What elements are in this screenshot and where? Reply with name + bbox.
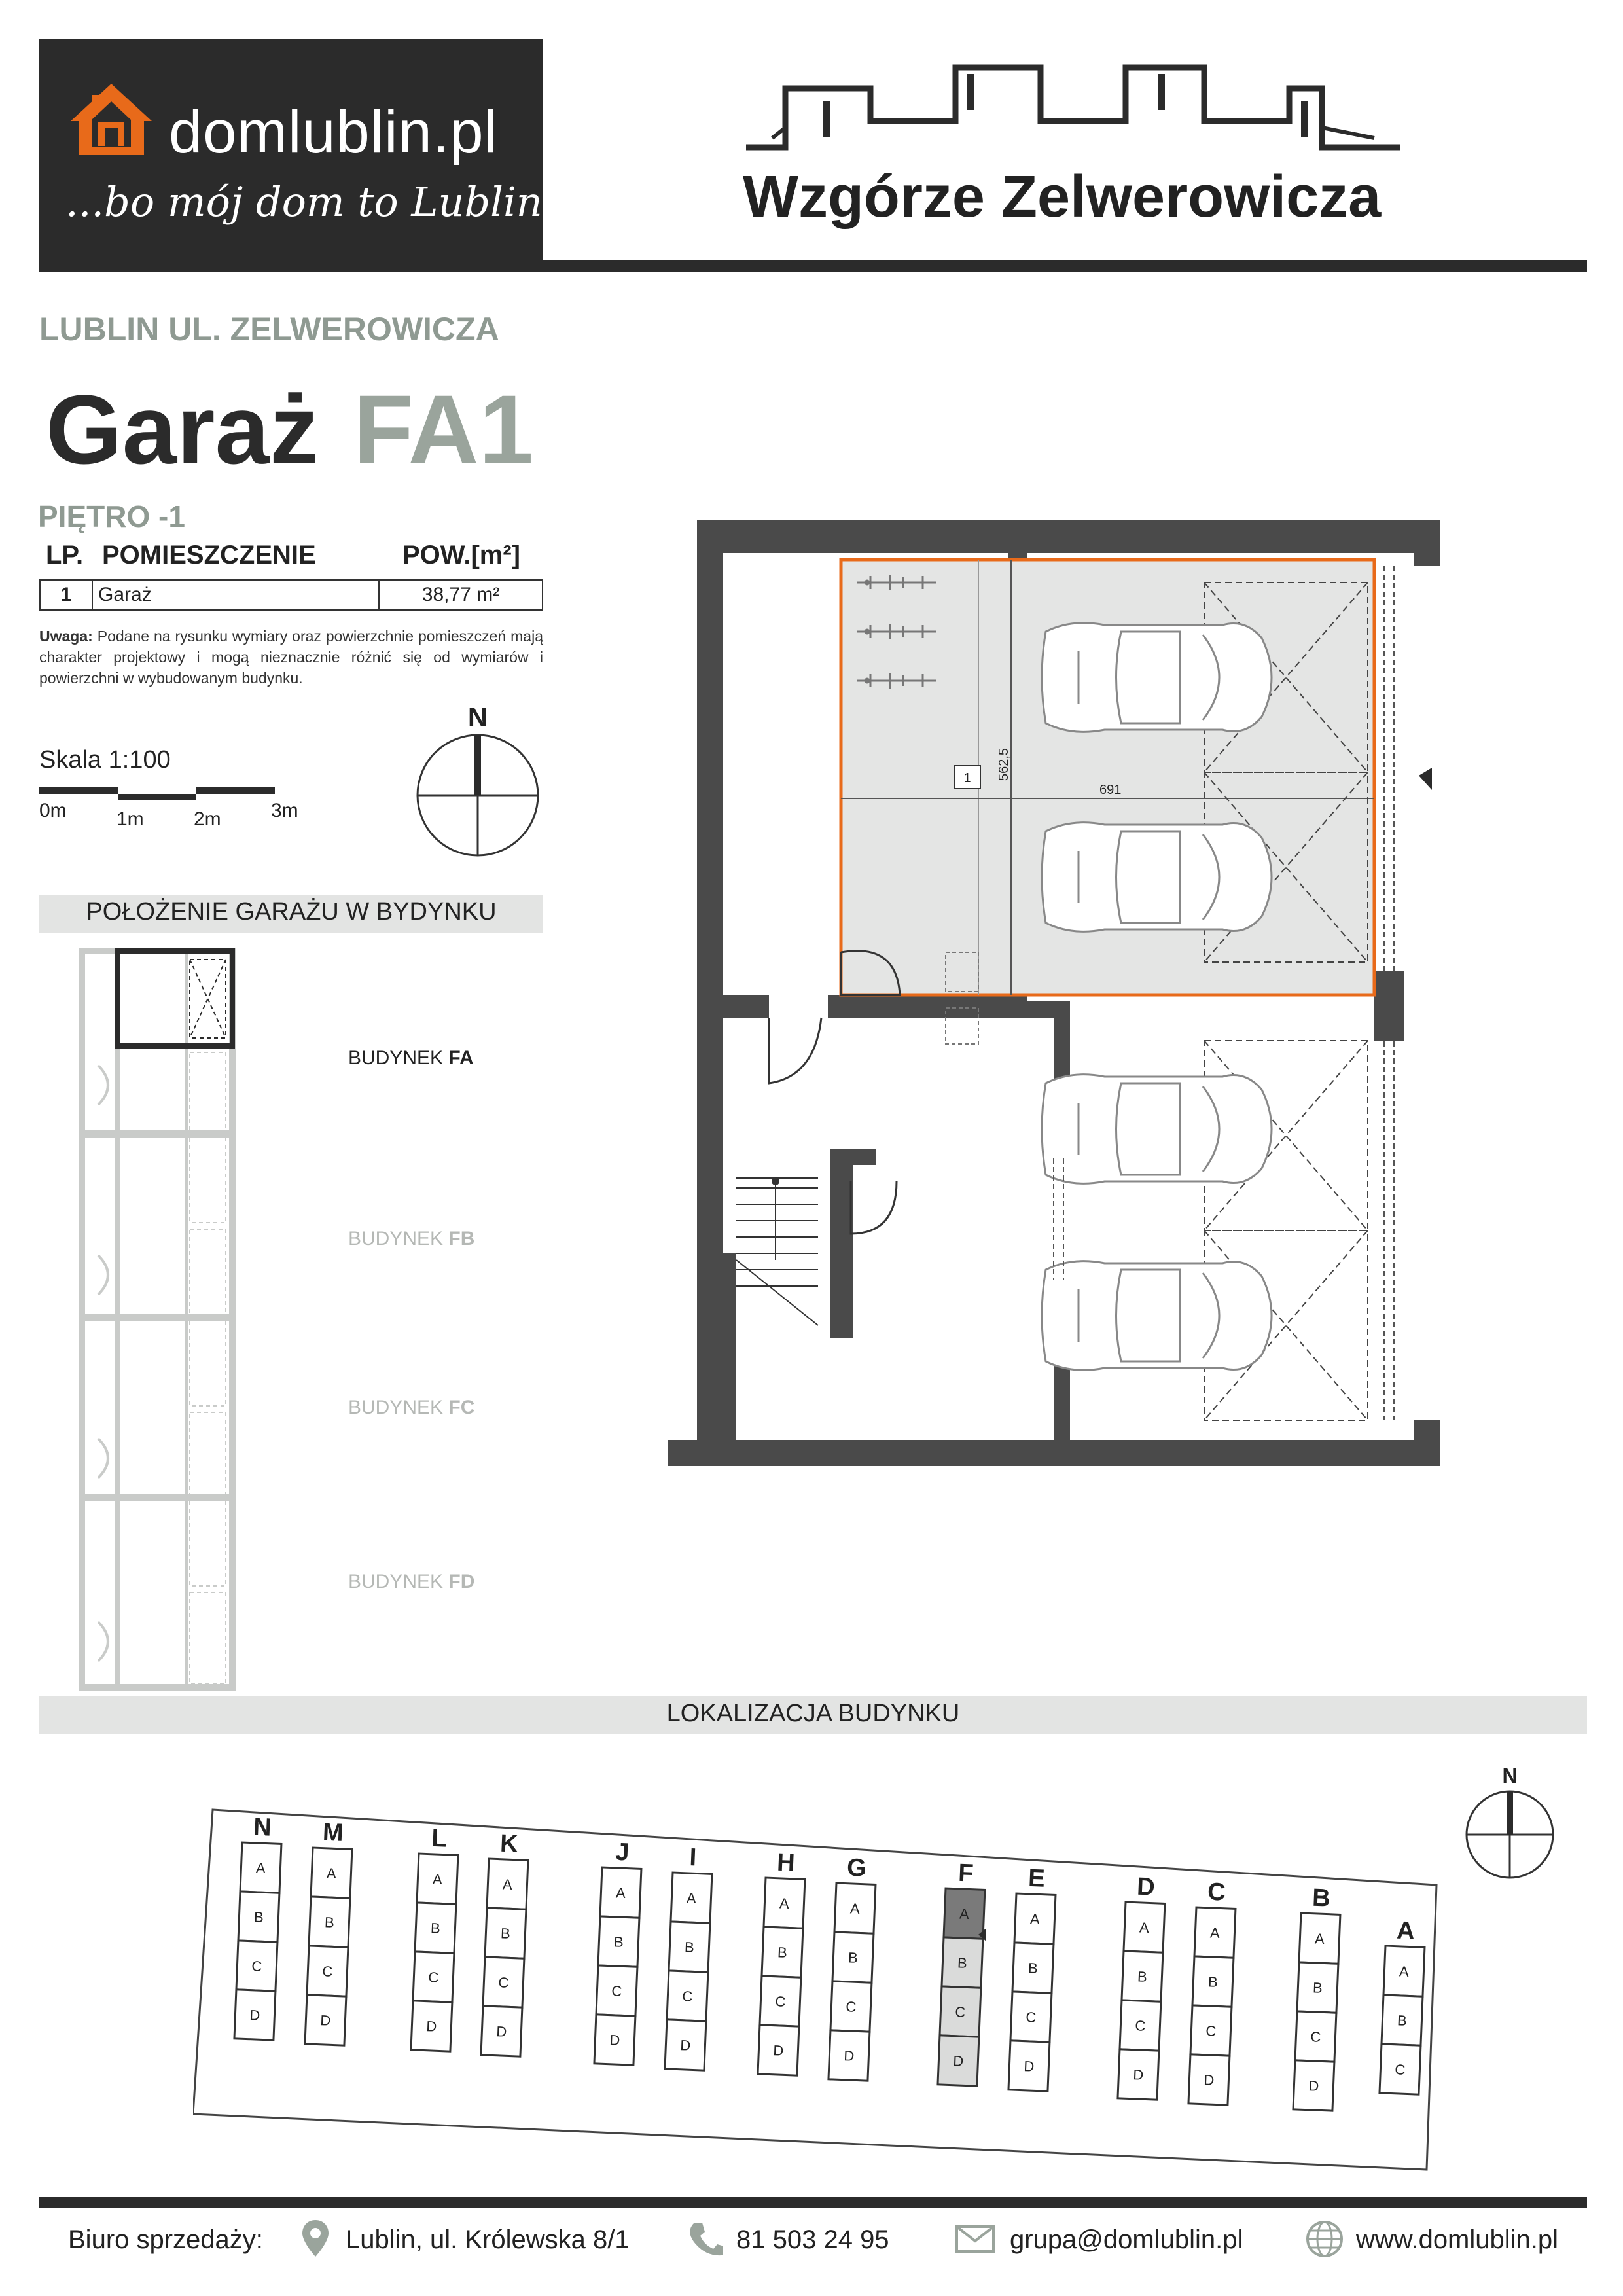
building-location-title: POŁOŻENIE GARAŻU W BYDYNKU [86, 898, 497, 925]
entrance-arrow-icon [1419, 768, 1432, 790]
site-building-g [829, 1854, 877, 2081]
site-building-label: J [615, 1838, 630, 1867]
room-number: 1 [963, 771, 971, 785]
site-segment-label: A [1139, 1919, 1150, 1936]
car-icon [1042, 823, 1272, 932]
site-segment-label: A [326, 1865, 337, 1882]
building-fa-label: BUDYNEK FA [348, 1047, 474, 1069]
site-building-f [938, 1859, 986, 2086]
site-segment-label: A [615, 1884, 626, 1901]
floor-label: PIĘTRO -1 [38, 499, 185, 533]
building-overview-map [72, 948, 242, 1694]
scale-label: Skala 1:100 [39, 746, 171, 774]
row-area: 38,77 m² [379, 580, 543, 610]
scale-tick-2: 2m [194, 808, 221, 830]
site-segment-label: D [1132, 2066, 1144, 2083]
site-segment-label: B [324, 1914, 335, 1931]
table-header-room: POMIESZCZENIE [102, 541, 316, 569]
address-line: LUBLIN UL. ZELWEROWICZA [39, 311, 499, 348]
car-icon [1042, 1261, 1272, 1371]
site-segment-label: C [681, 1988, 693, 2005]
footer-office-label: Biuro sprzedaży: [68, 2225, 263, 2254]
site-building-label: N [253, 1813, 272, 1842]
site-segment-label: C [427, 1969, 439, 1986]
site-segment-label: D [1023, 2058, 1035, 2075]
site-compass-icon [1463, 1759, 1558, 1880]
site-building-d [1118, 1873, 1166, 2100]
site-segment-label: D [772, 2042, 784, 2059]
site-segment-label: B [430, 1920, 441, 1937]
site-building-k [481, 1829, 529, 2056]
site-segment-label: C [321, 1963, 333, 1980]
site-segment-label: D [843, 2047, 855, 2064]
site-building-e [1008, 1864, 1057, 2091]
site-segment-label: D [319, 2012, 331, 2029]
disclaimer-note [39, 626, 543, 689]
dim-depth: 562,5 [997, 747, 1011, 781]
site-building-label: D [1136, 1873, 1156, 1901]
house-logo-icon [69, 82, 154, 157]
site-buildings [234, 1813, 1426, 2111]
site-building-c [1188, 1878, 1237, 2105]
site-building-label: B [1311, 1884, 1331, 1912]
site-segment-label: A [1399, 1963, 1410, 1980]
footer-address: Lublin, ul. Królewska 8/1 [346, 2225, 630, 2254]
site-segment-label: C [611, 1982, 622, 2000]
site-building-n [234, 1813, 283, 2040]
brand-slogan: ...bo mój dom to Lublin [65, 178, 543, 226]
header-rule [39, 260, 1587, 272]
site-segment-label: B [1207, 1973, 1219, 1990]
site-building-label: L [431, 1824, 448, 1853]
site-building-a [1380, 1916, 1426, 2094]
row-room: Garaż [92, 580, 379, 610]
estate-skyline-logo [746, 62, 1400, 154]
site-building-label: I [688, 1844, 698, 1872]
site-compass-letter: N [1502, 1764, 1518, 1787]
scale-tick-1: 1m [116, 808, 144, 830]
site-building-label: M [322, 1818, 344, 1847]
site-segment-label: C [1205, 2022, 1217, 2039]
site-segment-label: B [847, 1949, 859, 1966]
site-building-label: G [846, 1854, 867, 1882]
site-segment-label: A [1209, 1924, 1221, 1941]
footer-email: grupa@domlublin.pl [1010, 2225, 1243, 2254]
site-segment-label: C [1394, 2061, 1406, 2078]
garage-floor-plan [668, 520, 1443, 1476]
site-segment-label: A [255, 1859, 266, 1876]
site-segment-label: C [1025, 2009, 1037, 2026]
site-segment-label: D [1203, 2072, 1215, 2089]
site-segment-label: D [952, 2053, 964, 2070]
dim-width: 691 [1099, 783, 1122, 797]
building-fc-label: BUDYNEK FC [348, 1397, 475, 1418]
site-segment-label: C [774, 1993, 786, 2010]
site-segment-label: A [1029, 1910, 1041, 1928]
site-segment-label: B [1397, 2012, 1408, 2029]
site-segment-label: D [609, 2032, 620, 2049]
note-text: Podane na rysunku wymiary oraz powierzchnie pomieszczeń mają charakter projektowy i mogą nieznacznie różnić się od wymiarów i powierzchni w wybudowanym budynku. [39, 628, 544, 687]
note-label: Uwaga: [39, 628, 93, 645]
site-segment-label: D [679, 2037, 691, 2054]
compass-letter: N [467, 702, 488, 732]
site-segment-label: C [251, 1958, 262, 1975]
site-building-h [758, 1848, 806, 2075]
site-segment-label: C [497, 1974, 509, 1991]
globe-icon [1306, 2220, 1344, 2258]
staircase [736, 1178, 818, 1325]
site-segment-label: B [957, 1954, 968, 1971]
site-segment-label: C [845, 1998, 857, 2015]
site-plan-map [193, 1806, 1440, 2179]
brand-name: domlublin.pl [169, 99, 498, 166]
site-segment-label: D [1308, 2077, 1319, 2094]
site-segment-label: B [1027, 1960, 1039, 1977]
estate-name: Wzgórze Zelwerowicza [743, 164, 1382, 230]
footer-rule [39, 2197, 1587, 2208]
site-building-label: K [499, 1829, 519, 1858]
site-building-label: C [1207, 1878, 1226, 1907]
site-building-label: A [1396, 1916, 1416, 1945]
site-building-label: H [776, 1848, 796, 1877]
site-segment-label: A [849, 1900, 861, 1917]
site-segment-label: A [502, 1876, 513, 1893]
site-segment-label: B [613, 1933, 624, 1950]
table-row [40, 580, 543, 610]
table-header-area: POW.[m²] [402, 541, 520, 569]
door-swing [851, 1181, 897, 1234]
site-segment-label: D [495, 2023, 507, 2040]
door-swing [769, 1018, 821, 1083]
footer-website: www.domlublin.pl [1356, 2225, 1559, 2254]
site-building-b [1293, 1884, 1342, 2111]
email-icon [955, 2225, 995, 2253]
site-segment-label: A [959, 1905, 970, 1922]
site-segment-label: B [500, 1925, 511, 1942]
compass-icon [412, 700, 550, 864]
site-building-i [665, 1843, 713, 2070]
site-segment-label: B [1137, 1968, 1148, 1985]
table-header-lp: LP. [46, 541, 84, 569]
site-segment-label: A [432, 1871, 443, 1888]
page-title: Garaż [46, 374, 319, 484]
scale-tick-0: 0m [39, 800, 67, 821]
site-segment-label: A [1314, 1930, 1325, 1947]
building-fd-label: BUDYNEK FD [348, 1571, 475, 1592]
site-segment-label: A [686, 1890, 697, 1907]
site-location-title: LOKALIZACJA BUDYNKU [666, 1700, 960, 1727]
site-building-l [411, 1824, 459, 2051]
site-segment-label: D [425, 2018, 437, 2035]
scale-tick-3: 3m [271, 800, 298, 821]
garage-code: FA1 [353, 374, 534, 484]
site-segment-label: B [684, 1939, 695, 1956]
phone-icon [689, 2220, 723, 2257]
site-building-label: E [1027, 1864, 1046, 1893]
location-pin-icon [301, 2219, 330, 2259]
site-segment-label: B [777, 1944, 788, 1961]
footer-phone: 81 503 24 95 [736, 2225, 889, 2254]
row-lp: 1 [40, 580, 92, 610]
site-segment-label: B [1312, 1979, 1323, 1996]
building-fb-label: BUDYNEK FB [348, 1228, 475, 1249]
site-segment-label: D [249, 2007, 260, 2024]
site-segment-label: C [1310, 2028, 1321, 2045]
site-segment-label: C [954, 2003, 966, 2020]
car-icon [1042, 1075, 1272, 1184]
site-segment-label: B [253, 1909, 264, 1926]
site-segment-label: C [1134, 2017, 1146, 2034]
car-icon [1042, 623, 1272, 732]
site-segment-label: A [779, 1895, 790, 1912]
site-building-j [594, 1838, 643, 2065]
site-building-m [305, 1818, 353, 2045]
site-building-label: F [957, 1859, 974, 1888]
rooms-table [39, 579, 543, 611]
